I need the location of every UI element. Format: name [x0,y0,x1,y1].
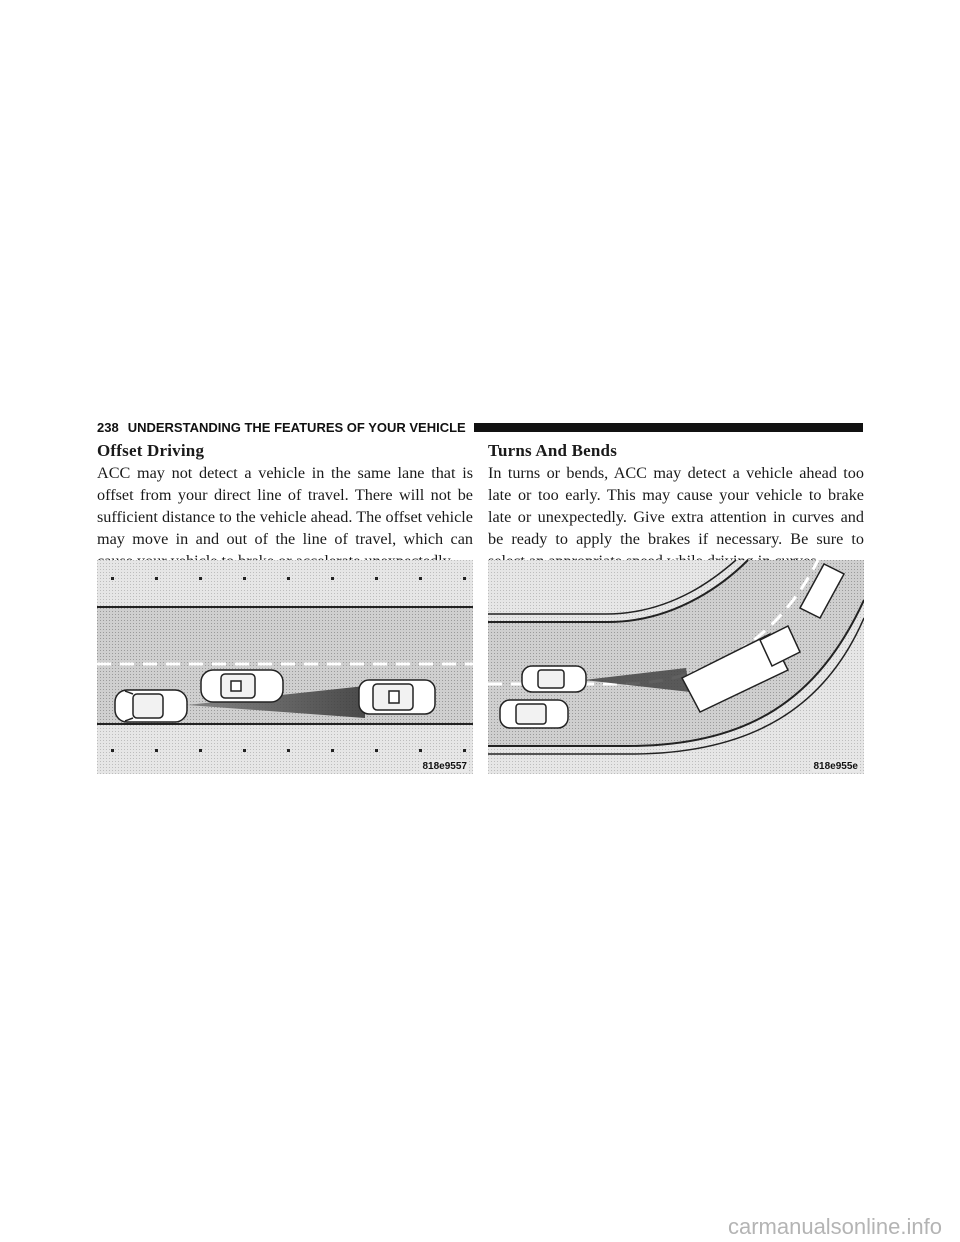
watermark: carmanualsonline.info [727,1214,942,1239]
turns-bends-section [488,441,864,572]
lead-vehicle [359,680,435,714]
header-rule [474,423,863,432]
offset-driving-body: ACC may not detect a vehicle in the same lane that is offset from your direct line of travel. There will not be sufficient distance to the vehicle ahead. The offset vehicle may move in and out of the line of travel, which can [97,464,473,548]
offset-driving-illustration [97,560,473,774]
offset-driving-heading: Offset Driving [97,441,205,460]
own-vehicle-curve [522,666,586,692]
turns-bends-illustration [488,560,864,774]
offset-driving-section [97,441,473,572]
page-header [97,418,863,436]
page-number: 238 [97,419,119,435]
curve-road-diagram [488,560,864,774]
section-title: UNDERSTANDING THE FEATURES OF YOUR VEHICLE [127,419,466,435]
own-vehicle [115,690,187,722]
offset-road-diagram [97,560,473,774]
offset-vehicle [201,670,283,702]
adjacent-vehicle [500,700,568,728]
figure-code-right: 818e955e [813,761,858,772]
figure-code: 818e9557 [422,761,467,772]
turns-bends-heading: Turns And Bends [488,441,618,460]
turns-bends-body: In turns or bends, ACC may detect a vehicle ahead too late or too early. This may cause your vehicle to brake late or unexpectedly. Give extra attention in curves and be ready to apply the brakes if necessary. Be sure to [488,464,864,548]
